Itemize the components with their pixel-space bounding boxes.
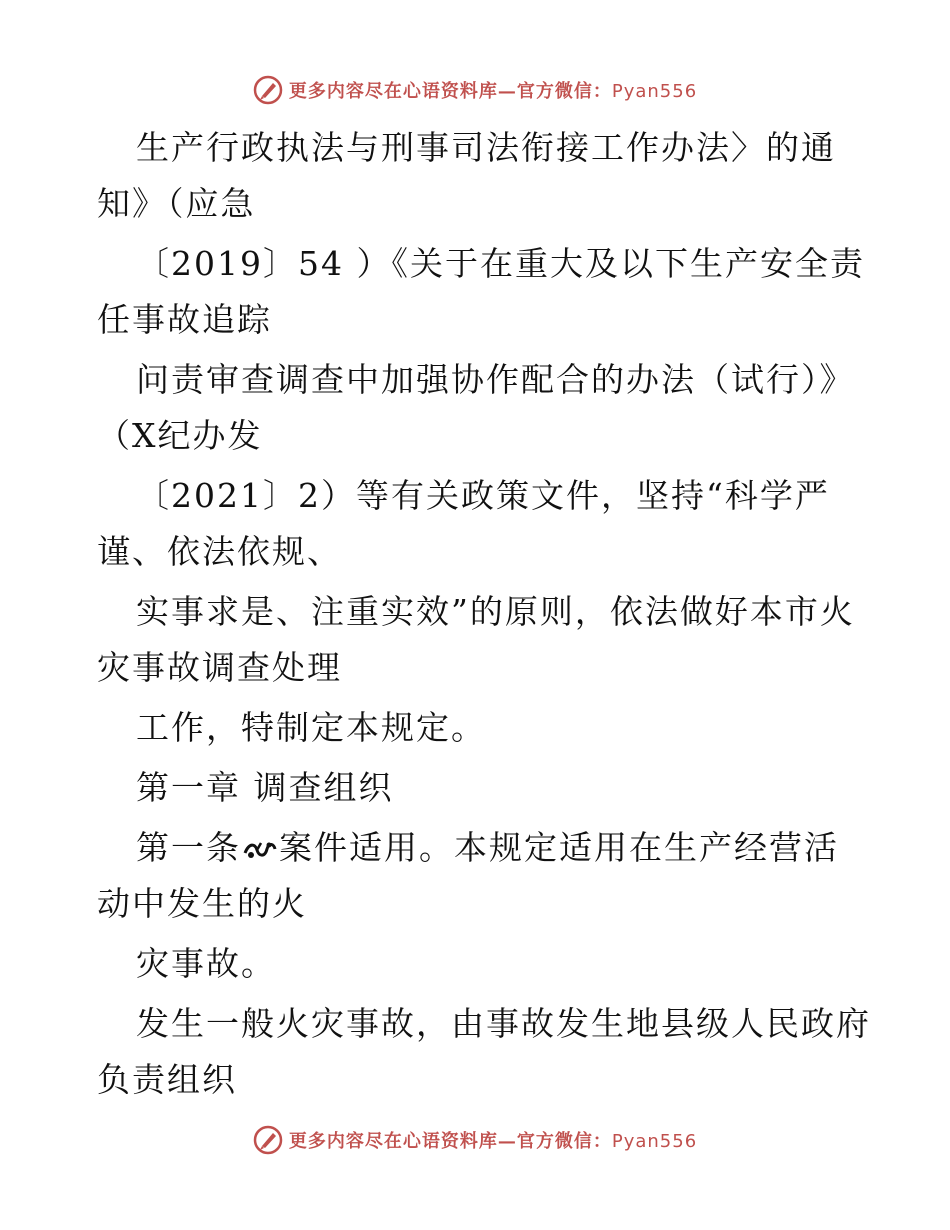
body-line: 发生一般火灾事故，由事故发生地县级人民政府 (136, 1004, 871, 1043)
footer-watermark (0, 1122, 950, 1158)
body-line: 任事故追踪 (97, 300, 272, 339)
pen-logo-icon (253, 75, 283, 105)
header-watermark (0, 72, 950, 108)
body-line: 谨、依法依规、 (97, 532, 342, 571)
watermark-text (289, 1127, 697, 1153)
body-line: 〔2019〕54 ）《关于在重大及以下生产安全责 (136, 244, 865, 283)
body-line: 负责组织 (97, 1060, 237, 1099)
body-line: 灾事故调查处理 (97, 648, 342, 687)
body-line: 问责审查调查中加强协作配合的办法（试行）》 (136, 360, 855, 399)
body-line: 〔2021〕2）等有关政策文件，坚持“科学严 (136, 476, 830, 515)
body-line: 知》（应急 (97, 184, 256, 223)
body-line: 生产行政执法与刑事司法衔接工作办法〉的通 (136, 128, 836, 167)
pen-logo-icon (253, 1125, 283, 1155)
watermark-wechat-id: Pyan556 (611, 1131, 698, 1152)
watermark-text (289, 77, 697, 103)
body-line: 实事求是、注重实效”的原则，依法做好本市火 (136, 592, 855, 631)
body-line: 工作，特制定本规定。 (136, 708, 486, 747)
watermark-label: 更多内容尽在心语资料库—官方微信： (288, 81, 612, 102)
watermark-wechat-id: Pyan556 (611, 81, 698, 102)
floral-ornament-icon (243, 837, 277, 863)
article-text: 案件适用。本规定适用在生产经营活 (279, 828, 839, 867)
watermark-label: 更多内容尽在心语资料库—官方微信： (288, 1131, 612, 1152)
body-line: （X纪办发 (97, 416, 263, 455)
chapter-heading: 第一章 调查组织 (136, 768, 394, 807)
body-line: 灾事故。 (136, 944, 276, 983)
body-line: 动中发生的火 (97, 884, 307, 923)
article-line (136, 828, 839, 868)
article-number: 第一条 (136, 828, 241, 867)
